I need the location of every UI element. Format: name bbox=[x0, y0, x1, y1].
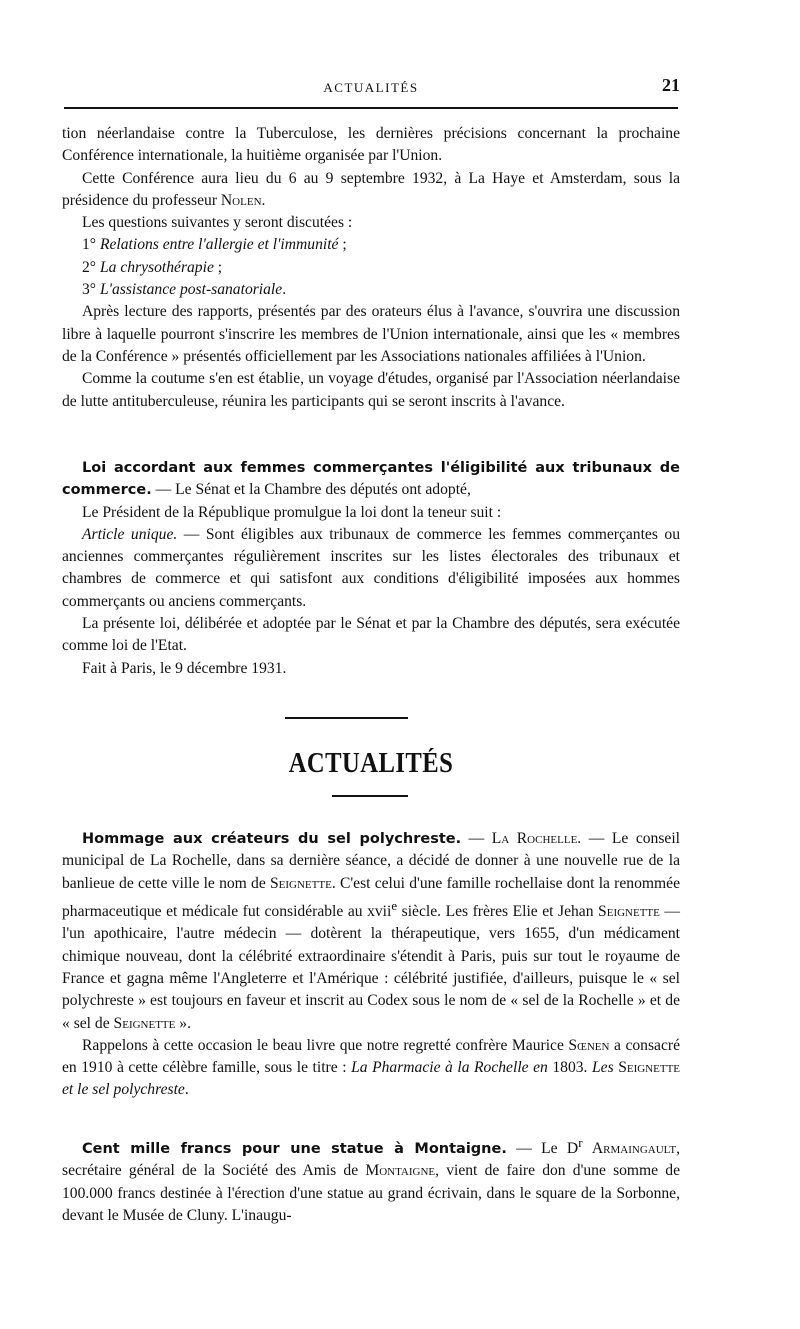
article-heading: Hommage aux créateurs du sel polychreste. bbox=[82, 831, 462, 847]
superscript: r bbox=[578, 1135, 583, 1150]
person-name: Seignette bbox=[113, 1014, 176, 1032]
running-title: ACTUALITÉS bbox=[323, 80, 419, 95]
separator-rule bbox=[285, 717, 408, 719]
top-article bbox=[62, 123, 680, 413]
person-name: Seignette bbox=[269, 874, 332, 892]
paragraph: Après lecture des rapports, présentés par des orateurs élus à l'avance, s'ouvrira une discussion libre à laquelle pourront s'inscrire les membres de l'Union internationale, ainsi que les « membres de la Conférence » présentés officiellement par les Associations nationales affiliées à l'Union. bbox=[62, 303, 680, 365]
page-number: 21 bbox=[662, 75, 680, 95]
article-heading: Loi accordant aux femmes commerçantes l'éligibilité aux tribunaux de commerce. bbox=[62, 460, 680, 499]
book-title: et le sel polychreste bbox=[62, 1081, 185, 1099]
text-run: , vient de faire don d'une somme de 100.000 francs destinée à l'érection d'une statue au grand écrivain, dans le square de la Sorbonne, devant le Musée de Cluny. L'inaugu- bbox=[62, 1162, 681, 1225]
text-run: , secrétaire général de la Société des Amis de bbox=[62, 1140, 681, 1180]
text-run: . bbox=[261, 191, 266, 209]
header-rule bbox=[64, 107, 678, 109]
person-name: Seignette bbox=[618, 1059, 681, 1077]
person-name: Sœnen bbox=[568, 1036, 610, 1054]
text-run: — Sont éligibles aux tribunaux de commerce les femmes commerçantes ou anciennes commerçantes régulièrement inscrites sur les listes électorales des tribunaux et chambres de commerce et qui satisfont aux conditions d'éligibilité imposées aux hommes commerçants ou anciens commerçants. bbox=[62, 525, 681, 610]
list-text: L'assistance post-sanatoriale bbox=[99, 281, 283, 299]
person-name: Montaigne bbox=[365, 1162, 436, 1180]
paragraph bbox=[62, 168, 680, 213]
text-run: ; bbox=[213, 258, 223, 276]
paragraph: Fait à Paris, le 9 décembre 1931. bbox=[82, 659, 287, 677]
paragraph: Les questions suivantes y seront discutées : bbox=[82, 214, 353, 232]
list-text: La chrysothérapie bbox=[99, 258, 214, 276]
paragraph bbox=[62, 1035, 680, 1102]
paragraph: Comme la coutume s'en est établie, un voyage d'études, organisé par l'Association néerlandaise de lutte antituberculeuse, réunira les participants qui se seront inscrits à l'avance. bbox=[62, 370, 680, 410]
person-name: Seignette bbox=[598, 903, 660, 921]
person-name: Nolen bbox=[220, 191, 262, 209]
text-run: — Le D bbox=[506, 1140, 579, 1158]
title-rule bbox=[332, 795, 408, 797]
list-item bbox=[62, 234, 680, 256]
text-run: ; bbox=[338, 236, 347, 254]
list-number: 1° bbox=[82, 236, 97, 254]
running-header bbox=[62, 74, 680, 98]
text-run: a consacré en 1910 à cette célèbre famille, sous le titre : bbox=[62, 1036, 680, 1077]
text-run: Rappelons à cette occasion le beau livre que notre regretté confrère Maurice bbox=[82, 1036, 569, 1054]
text-run: . bbox=[282, 281, 287, 299]
book-title: Les bbox=[591, 1059, 619, 1077]
article-heading: Cent mille francs pour une statue à Montaigne. bbox=[82, 1141, 507, 1158]
paragraph: tion néerlandaise contre la Tuberculose, les dernières précisions concernant la prochaine Conférence internationale, la huitième organisée par l'Union. bbox=[62, 125, 680, 165]
text-run: ». bbox=[175, 1014, 191, 1032]
text-run: 1803. bbox=[547, 1059, 592, 1077]
text-run: siècle. Les frères Elie et Jehan bbox=[397, 903, 599, 921]
section-title: ACTUALITÉS bbox=[288, 748, 454, 779]
list-item bbox=[62, 257, 680, 279]
superscript: e bbox=[391, 897, 398, 913]
book-title: La Pharmacie à la Rochelle en bbox=[351, 1059, 548, 1077]
paragraph bbox=[62, 828, 680, 1035]
list-number: 2° bbox=[82, 258, 97, 276]
list-text: Relations entre l'allergie et l'immunité bbox=[99, 236, 339, 254]
text-run: — l'un apothicaire, l'autre médecin — dotèrent la thérapeutique, vers 1655, d'un médicament chimique nouveau, dont la célébrité extraordinaire s'étendit à Paris, puis sur tout le royaume de France et gagna même l'Angleterre et l'Amérique : célébrité justifiée, d'ailleurs, puisque le « sel polychreste » est toujours en faveur et inscrit au Codex sous le nom de « sel de la Rochelle » et de « sel de bbox=[62, 903, 680, 1032]
text-run: . — Le conseil municipal de La Rochelle, dans sa dernière séance, a décidé de donner à une nouvelle rue de la banlieue de cette ville le nom de bbox=[62, 830, 680, 892]
place-name: La Rochelle bbox=[491, 830, 578, 847]
paragraph: La présente loi, délibérée et adoptée par le Sénat et par la Chambre des députés, sera exécutée comme loi de l'Etat. bbox=[62, 615, 680, 655]
law-article bbox=[62, 457, 680, 680]
text-run: — bbox=[461, 830, 492, 847]
text-run: — Le Sénat et la Chambre des députés ont adopté, bbox=[151, 481, 471, 499]
hommage-article bbox=[62, 828, 680, 1102]
paragraph bbox=[62, 524, 680, 613]
text-run: . C'est celui d'une famille rochellaise dont la renommée pharmaceutique et médicale fut considérable au xvii bbox=[62, 874, 680, 921]
list-item bbox=[62, 279, 680, 301]
text-run: Cette Conférence aura lieu du 6 au 9 septembre 1932, à La Haye et Amsterdam, sous la présidence du professeur bbox=[62, 169, 680, 209]
montaigne-article bbox=[62, 1132, 680, 1227]
list-number: 3° bbox=[82, 281, 97, 299]
paragraph bbox=[62, 457, 680, 502]
article-label: Article unique. bbox=[82, 525, 178, 543]
paragraph bbox=[62, 1132, 680, 1227]
person-name: Armaingault bbox=[591, 1140, 677, 1158]
text-run: . bbox=[184, 1081, 189, 1099]
paragraph: Le Président de la République promulgue la loi dont la teneur suit : bbox=[82, 503, 502, 521]
